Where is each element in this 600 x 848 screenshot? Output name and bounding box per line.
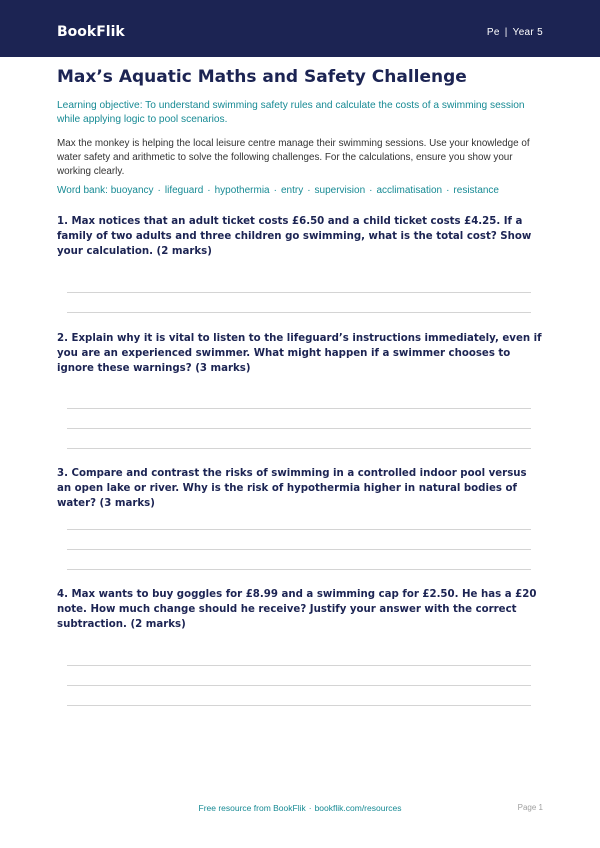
answer-line[interactable]: [67, 665, 531, 666]
answer-line[interactable]: [67, 569, 531, 570]
answer-line[interactable]: [67, 705, 531, 706]
footer-resource-link[interactable]: [0, 802, 600, 814]
word-separator: ·: [273, 185, 277, 196]
answer-line[interactable]: [67, 685, 531, 686]
footer-url[interactable]: bookflik.com/resources: [314, 803, 402, 813]
word-bank: [57, 184, 545, 198]
footer-separator: ·: [308, 803, 312, 813]
question-3: 3. Compare and contrast the risks of swimming in a controlled indoor pool versus an open lake or river. Why is the risk of hypothermia higher in natural bodies of water? (3 marks): [57, 468, 527, 509]
word-separator: ·: [446, 185, 450, 196]
answer-line[interactable]: [67, 529, 531, 530]
year-label: Year 5: [512, 27, 543, 38]
word-separator: ·: [369, 185, 373, 196]
subject-label: Pe: [486, 27, 500, 38]
header-bar: [0, 0, 600, 57]
question-2: 2. Explain why it is vital to listen to the lifeguard’s instructions immediately, even if you are an experienced swimmer. What might happen if a swimmer chooses to ignore these warnings? (3 marks): [57, 333, 542, 374]
word-bank-word: buoyancy: [110, 185, 154, 196]
word-bank-word: entry: [280, 185, 304, 196]
word-separator: ·: [307, 185, 311, 196]
page-title: Max’s Aquatic Maths and Safety Challenge: [57, 67, 467, 87]
answer-line[interactable]: [67, 549, 531, 550]
brand-logo[interactable]: BookFlik: [57, 24, 125, 40]
question-1: 1. Max notices that an adult ticket costs £6.50 and a child ticket costs £4.25. If a family of two adults and three children go swimming, what is the total cost? Show your calculation. (2 marks): [57, 216, 532, 257]
word-bank-word: resistance: [453, 185, 499, 196]
word-separator: ·: [157, 185, 161, 196]
word-separator: ·: [207, 185, 211, 196]
word-bank-word: acclimatisation: [376, 185, 443, 196]
meta-separator: |: [504, 27, 508, 38]
word-bank-label: Word bank:: [57, 185, 108, 196]
word-bank-word: hypothermia: [214, 185, 270, 196]
answer-line[interactable]: [67, 428, 531, 429]
answer-line[interactable]: [67, 448, 531, 449]
question-4: 4. Max wants to buy goggles for £8.99 and a swimming cap for £2.50. He has a £20 note. How much change should he receive? Justify your answer with the correct subtraction. (2 marks): [57, 589, 537, 630]
learning-objective: Learning objective: To understand swimming safety rules and calculate the costs of a swimming session while applying logic to pool scenarios.: [57, 100, 525, 125]
word-bank-word: lifeguard: [164, 185, 204, 196]
footer-resource-text: Free resource from BookFlik: [198, 803, 306, 813]
answer-line[interactable]: [67, 292, 531, 293]
subject-year-label: [487, 27, 543, 39]
answer-line[interactable]: [67, 408, 531, 409]
intro-paragraph: Max the monkey is helping the local leisure centre manage their swimming sessions. Use your knowledge of water safety and arithmetic to solve the following challenges. For the calculations, ensure you show your working clearly.: [57, 138, 530, 177]
word-bank-word: supervision: [314, 185, 366, 196]
page-number: Page 1: [517, 803, 543, 812]
answer-line[interactable]: [67, 312, 531, 313]
